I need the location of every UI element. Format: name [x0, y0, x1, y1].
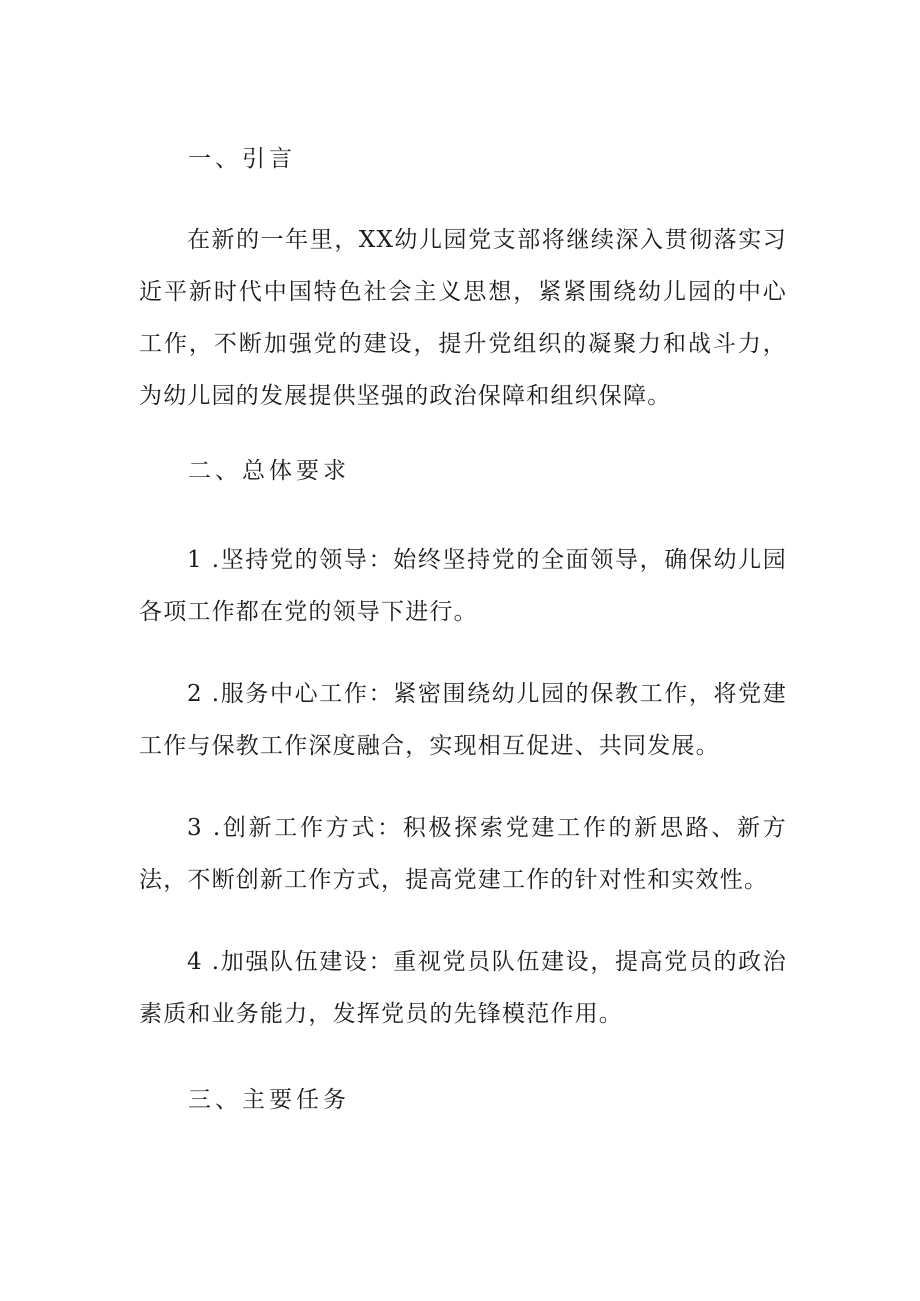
requirement-item-1: 1 .坚持党的领导：始终坚持党的全面领导，确保幼儿园各项工作都在党的领导下进行。 — [139, 547, 787, 625]
requirement-item-4: 4 .加强队伍建设：重视党员队伍建设，提高党员的政治素质和业务能力，发挥党员的先锋模范作用。 — [139, 949, 787, 1027]
requirement-item-3: 3 .创新工作方式：积极探索党建工作的新思路、新方法，不断创新工作方式，提高党建工作的针对性和实效性。 — [139, 815, 787, 893]
intro-paragraph: 在新的一年里，XX幼儿园党支部将继续深入贯彻落实习近平新时代中国特色社会主义思想，紧紧围绕幼儿园的中心工作，不断加强党的建设，提升党组织的凝聚力和战斗力，为幼儿园的发展提供坚强的政治保障和组织保障。 — [139, 227, 787, 409]
section-heading-requirements: 二、总体要求 — [188, 458, 350, 484]
section-heading-tasks: 三、主要任务 — [188, 1087, 350, 1113]
requirement-item-2: 2 .服务中心工作：紧密围绕幼儿园的保教工作，将党建工作与保教工作深度融合，实现相互促进、共同发展。 — [139, 681, 787, 759]
section-heading-intro: 一、引言 — [188, 146, 296, 172]
